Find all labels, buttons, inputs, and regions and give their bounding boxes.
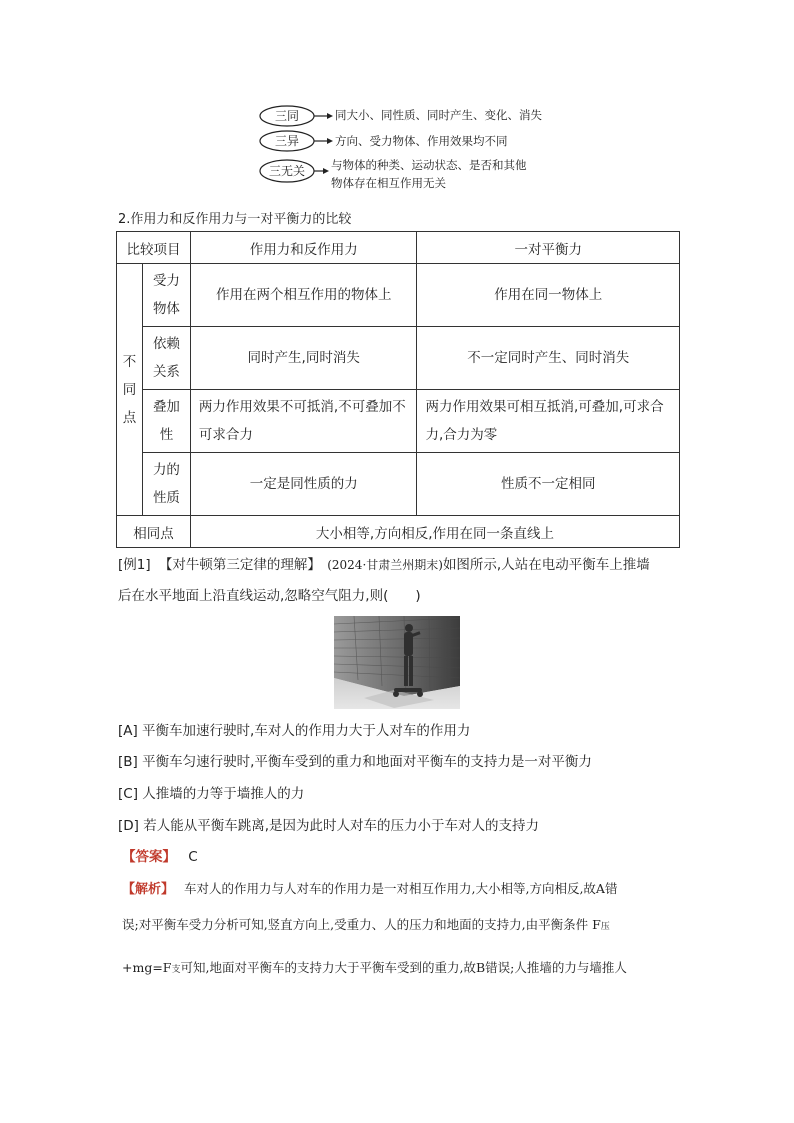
row-col1: 作用在两个相互作用的物体上	[190, 264, 417, 327]
analysis-line1	[122, 878, 682, 897]
diagram-text-1: 同大小、同性质、同时产生、变化、消失	[335, 108, 542, 122]
answer-value: C	[188, 849, 198, 865]
diagram-text-2: 方向、受力物体、作用效果均不同	[335, 134, 508, 148]
row-col2: 不一定同时产生、同时消失	[417, 327, 680, 390]
analysis-text3a: +mg=F	[122, 960, 172, 975]
row-item: 依赖关系	[142, 327, 190, 390]
row-item: 叠加性	[142, 390, 190, 453]
oval-label-1: 三同	[274, 109, 299, 123]
header-item: 比较项目	[117, 232, 191, 264]
three-same-diagram	[255, 104, 555, 196]
example-stem1: 如图所示,人站在电动平衡车上推墙	[442, 557, 650, 573]
option-b: [B] 平衡车匀速行驶时,平衡车受到的重力和地面对平衡车的支持力是一对平衡力	[118, 754, 592, 770]
analysis-line3	[122, 958, 682, 976]
same-text: 大小相等,方向相反,作用在同一条直线上	[190, 516, 679, 548]
row-col2: 两力作用效果可相互抵消,可叠加,可求合力,合力为零	[417, 390, 680, 453]
answer-line	[122, 847, 198, 867]
header-col1: 作用力和反作用力	[190, 232, 417, 264]
example-source: (2024·甘肃兰州期末)	[327, 558, 443, 572]
group-label: 不同点	[117, 264, 143, 516]
arrow-icon	[327, 138, 333, 144]
oval-label-3: 三无关	[268, 164, 305, 178]
analysis-text3b: 可知,地面对平衡车的支持力大于平衡车受到的重力,故B错误;人推墙的力与墙推人	[180, 960, 627, 975]
oval-label-2: 三异	[274, 134, 299, 148]
balance-car-photo	[334, 616, 460, 709]
row-col2: 作用在同一物体上	[417, 264, 680, 327]
analysis-sub-ya: 压	[600, 922, 610, 932]
option-a: [A] 平衡车加速行驶时,车对人的作用力大于人对车的作用力	[118, 723, 471, 739]
answer-tag: 【答案】	[122, 849, 176, 865]
section-title: 2.作用力和反作用力与一对平衡力的比较	[118, 212, 352, 227]
diagram-text-3a: 与物体的种类、运动状态、是否和其他	[331, 158, 527, 172]
analysis-sub-zhi: 支	[171, 965, 181, 975]
table-row	[117, 327, 680, 390]
comparison-table	[116, 231, 680, 548]
analysis-line2	[122, 915, 682, 933]
row-item: 力的性质	[142, 453, 190, 516]
example-stem-line1	[118, 550, 688, 581]
table-header-row	[117, 232, 680, 264]
arrow-icon	[323, 168, 329, 174]
row-col2: 性质不一定相同	[417, 453, 680, 516]
row-col1: 两力作用效果不可抵消,不可叠加不可求合力	[190, 390, 417, 453]
diagram-text-3b: 物体存在相互作用无关	[331, 176, 446, 190]
table-row	[117, 390, 680, 453]
header-col2: 一对平衡力	[417, 232, 680, 264]
option-d: [D] 若人能从平衡车跳离,是因为此时人对车的压力小于车对人的支持力	[118, 818, 540, 834]
same-label: 相同点	[117, 516, 191, 548]
table-row	[117, 264, 680, 327]
arrow-icon	[327, 113, 333, 119]
option-c: [C] 人推墙的力等于墙推人的力	[118, 786, 305, 802]
analysis-tag: 【解析】	[122, 882, 175, 897]
example-topic: 【对牛顿第三定律的理解】	[158, 557, 321, 573]
row-col1: 一定是同性质的力	[190, 453, 417, 516]
table-row-same	[117, 516, 680, 548]
row-col1: 同时产生,同时消失	[190, 327, 417, 390]
analysis-text1: 车对人的作用力与人对车的作用力是一对相互作用力,大小相等,方向相反,故A错	[184, 881, 618, 896]
row-item: 受力物体	[142, 264, 190, 327]
table-row	[117, 453, 680, 516]
example-label: [例1]	[118, 557, 151, 573]
example-stem-line2: 后在水平地面上沿直线运动,忽略空气阻力,则( )	[118, 588, 421, 604]
analysis-text2: 误;对平衡车受力分析可知,竖直方向上,受重力、人的压力和地面的支持力,由平衡条件 F	[122, 917, 601, 932]
